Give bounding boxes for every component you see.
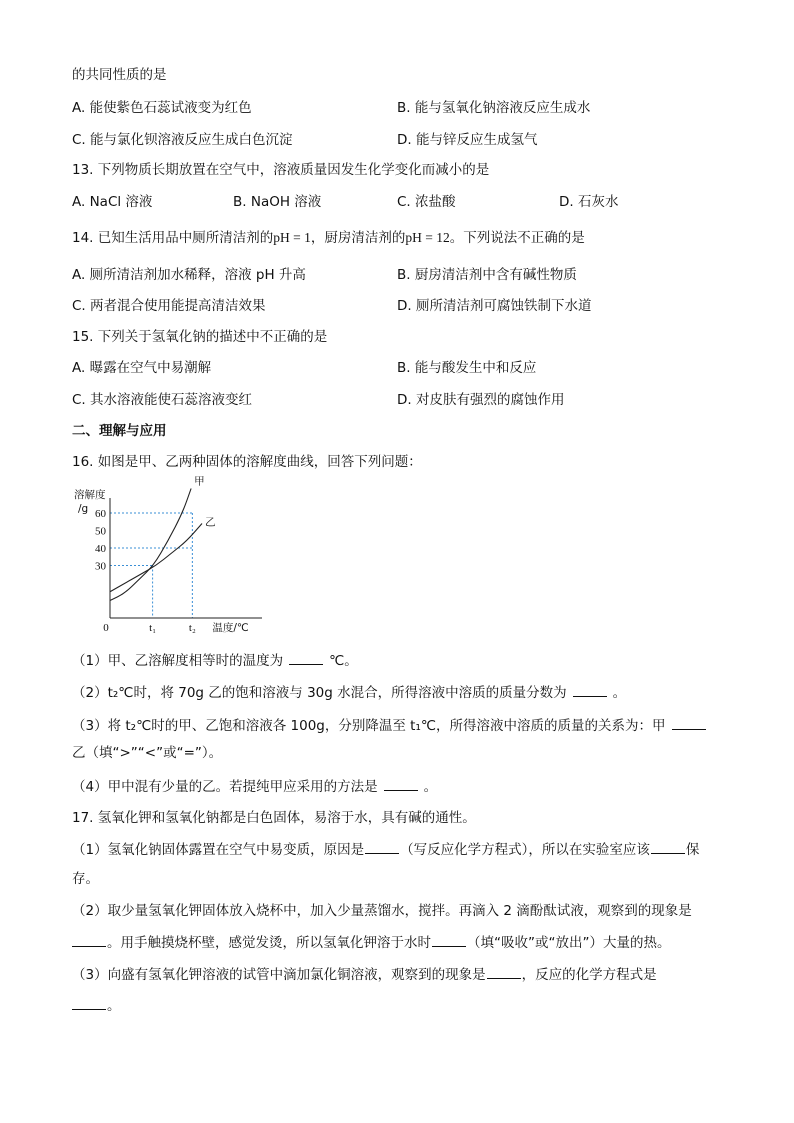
q16-stem: 16. 如图是甲、乙两种固体的溶解度曲线，回答下列问题： [72,454,422,470]
y-tick-label: 30 [95,560,106,573]
answer-blank[interactable] [289,651,323,665]
q12-option-b: B. 能与氢氧化钠溶液反应生成水 [397,100,591,116]
q14-option-c: C. 两者混合使用能提高清洁效果 [72,298,266,314]
q15-option-c: C. 其水溶液能使石蕊溶液变红 [72,392,253,408]
q17-part3-end: 。 [107,998,121,1014]
y-axis-label: /g [78,503,89,515]
q17-stem: 17. 氢氧化钾和氢氧化钠都是白色固体，易溶于水，具有碱的通性。 [72,810,476,826]
answer-blank[interactable] [672,716,706,730]
q12-stem-tail: 的共同性质的是 [72,67,167,83]
answer-blank[interactable] [72,996,106,1010]
answer-blank[interactable] [365,840,399,854]
y-tick-label: 40 [95,543,106,555]
q14-option-a: A. 厕所清洁剂加水稀释，溶液 pH 升高 [72,267,306,283]
answer-blank[interactable] [651,840,685,854]
q16-part3 [72,716,712,735]
series-label: 甲 [194,475,205,488]
q14-option-b: B. 厨房清洁剂中含有碱性物质 [397,267,577,283]
q12-option-d: D. 能与锌反应生成氢气 [397,132,538,148]
q16-part1-pre: （1）甲、乙溶解度相等时的温度为 [72,653,284,669]
q17-part2-pre: 。用手触摸烧杯壁，感觉发烫，所以氢氧化钾溶于水时 [107,935,431,951]
q17-part1-mid: （写反应化学方程式），所以在实验室应该 [400,842,650,858]
q17-part2-post: （填“吸收”或“放出”）大量的热。 [467,935,671,951]
q14-ph2: pH = 12 [405,230,450,245]
section-heading: 二、理解与应用 [72,423,167,439]
x-tick-label: t₂ [188,622,196,634]
q14-stem-pre: 14. 已知生活用品中厕所清洁剂的 [72,230,274,246]
q14-stem [72,229,585,247]
answer-blank[interactable] [384,777,418,791]
q16-part4 [72,777,437,796]
q16-part2-pre: （2）t₂℃时，将 70g 乙的饱和溶液与 30g 水混合，所得溶液中溶质的质量分数为 [72,685,567,701]
q15-option-d: D. 对皮肤有强烈的腐蚀作用 [397,392,565,408]
q13-option-b: B. NaOH 溶液 [233,194,322,210]
q17-part1 [72,840,699,859]
q14-ph1: pH = 1 [273,230,311,245]
q16-part1-post: ℃。 [329,653,358,669]
x-tick-label: t₁ [149,622,157,634]
q17-part3-pre: （3）向盛有氢氧化钾溶液的试管中滴加氯化铜溶液，观察到的现象是 [72,967,486,983]
q13-stem: 13. 下列物质长期放置在空气中，溶液质量因发生化学变化而减小的是 [72,162,490,178]
q16-part4-pre: （4）甲中混有少量的乙。若提纯甲应采用的方法是 [72,779,378,795]
q17-part3-mid: ，反应的化学方程式是 [521,967,657,983]
series-line-yi [110,524,202,592]
q16-part2 [72,683,626,702]
q15-option-b: B. 能与酸发生中和反应 [397,360,537,376]
answer-blank[interactable] [432,933,466,947]
y-tick-label: 60 [95,508,106,520]
answer-blank[interactable] [573,683,607,697]
q16-part4-post: 。 [423,779,438,795]
y-tick-label: 50 [95,525,106,538]
q17-part3-cont [72,996,121,1015]
x-axis-label: 温度/℃ [212,622,249,634]
x-tick-label: 0 [103,622,109,634]
q17-part1-cont: 存。 [72,871,99,887]
q17-part1-pre: （1）氢氧化钠固体露置在空气中易变质，原因是 [72,842,365,858]
series-label: 乙 [205,516,216,529]
q15-option-a: A. 曝露在空气中易潮解 [72,360,212,376]
q14-option-d: D. 厕所清洁剂可腐蚀铁制下水道 [397,298,592,314]
solubility-chart [72,475,272,634]
q17-part3 [72,965,657,984]
q13-option-c: C. 浓盐酸 [397,194,456,210]
q16-part1 [72,651,358,670]
q16-part3-cont: 乙（填“>”“<”或“=”）。 [72,745,223,761]
q12-option-c: C. 能与氯化钡溶液反应生成白色沉淀 [72,132,293,148]
q17-part2-line2 [72,933,670,952]
answer-blank[interactable] [72,933,106,947]
series-line-jia [110,489,191,601]
q17-part2-line1: （2）取少量氢氧化钾固体放入烧杯中，加入少量蒸馏水，搅拌。再滴入 2 滴酚酞试液，观察到的现象是 [72,903,692,919]
q15-stem: 15. 下列关于氢氧化钠的描述中不正确的是 [72,329,328,345]
q12-option-a: A. 能使紫色石蕊试液变为红色 [72,100,252,116]
q16-part3-pre: （3）将 t₂℃时的甲、乙饱和溶液各 100g，分别降温至 t₁℃，所得溶液中溶质的质量的关系为：甲 [72,718,666,734]
q17-part1-post: 保 [685,842,700,858]
answer-blank[interactable] [487,965,521,979]
q14-stem-post: 。下列说法不正确的是 [449,230,585,246]
q13-option-a: A. NaCl 溶液 [72,194,153,210]
y-axis-label: 溶解度 [74,489,106,501]
q14-stem-mid: ，厨房清洁剂的 [310,230,406,246]
q16-part2-post: 。 [612,685,627,701]
q13-option-d: D. 石灰水 [559,194,619,210]
